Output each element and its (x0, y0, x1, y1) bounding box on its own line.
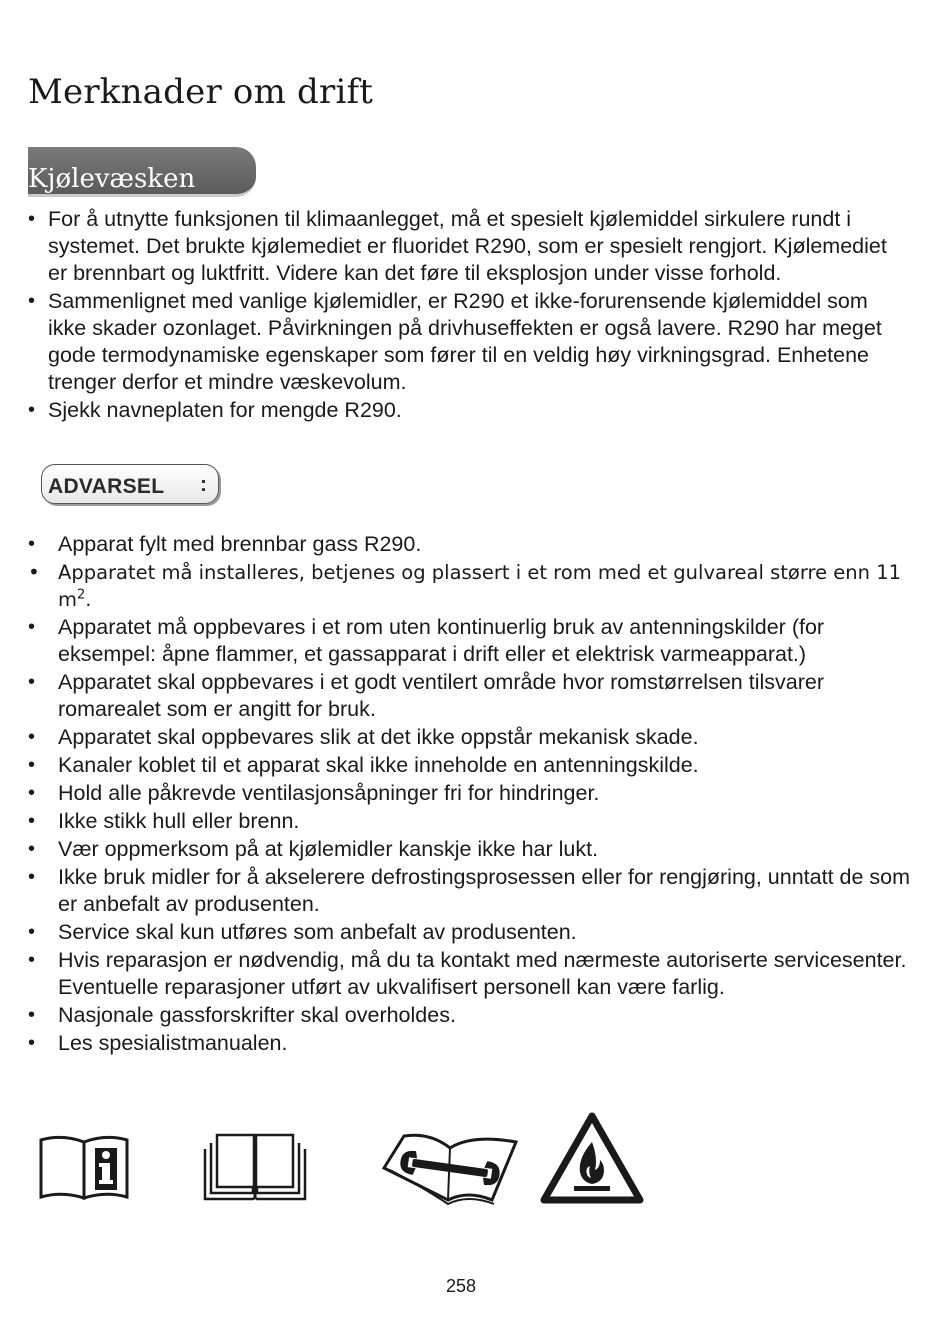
list-item: • Les spesialistmanualen. (28, 1030, 918, 1057)
page-title: Merknader om drift (28, 72, 374, 112)
list-item-text: Apparatet må installeres, betjenes og plassert i et rom med et gulvareal større enn 11 m (58, 561, 902, 611)
warning-label-box (41, 464, 219, 504)
list-item: • Apparat fylt med brennbar gass R290. (28, 531, 918, 558)
warning-label: ADVARSEL (48, 475, 165, 498)
list-item: • Sjekk navneplaten for mengde R290. (28, 397, 908, 424)
service-manual-icon (380, 1130, 520, 1205)
list-item-suffix: . (85, 588, 92, 611)
list-item (28, 559, 918, 613)
superscript: 2 (77, 587, 86, 603)
list-item: • Apparatet skal oppbevares slik at det ikke oppstår mekanisk skade. (28, 724, 918, 751)
flammable-warning-icon (540, 1112, 644, 1204)
warning-bullet-list (28, 531, 918, 1058)
list-item: • For å utnytte funksjonen til klimaanlegget, må et spesielt kjølemiddel sirkulere rundt i systemet. Det brukte kjølemediet er fluoridet R290, som er spesielt rengjort. Kjølemediet er brennbart og luktfritt. Videre kan det føre til eksplosjon under visse forhold. (28, 206, 908, 287)
warning-colon: : (200, 473, 207, 496)
list-item: • Ikke bruk midler for å akselerere defrostingsprosessen eller for rengjøring, unntatt de som er anbefalt av produsenten. (28, 864, 918, 918)
list-item: • Apparatet må oppbevares i et rom uten kontinuerlig bruk av antenningskilder (for eksempel: åpne flammer, et gassapparat i drift eller et elektrisk varmeapparat.) (28, 614, 918, 668)
operator-manual-icon (203, 1131, 307, 1203)
list-item: • Ikke stikk hull eller brenn. (28, 808, 918, 835)
section-banner (28, 147, 256, 197)
list-item: • Hold alle påkrevde ventilasjonsåpninger fri for hindringer. (28, 780, 918, 807)
list-item: • Kanaler koblet til et apparat skal ikke inneholde en antenningskilde. (28, 752, 918, 779)
refrigerant-bullet-list (28, 206, 908, 425)
list-item: • Apparatet skal oppbevares i et godt ventilert område hvor romstørrelsen tilsvarer romarealet som er angitt for bruk. (28, 669, 918, 723)
section-title: Kjølevæsken (28, 164, 196, 194)
page-number: 258 (445, 1276, 477, 1296)
list-item: • Sammenlignet med vanlige kjølemidler, er R290 et ikke-forurensende kjølemiddel som ikke skader ozonlaget. Påvirkningen på drivhuseffekten er også lavere. R290 har meget gode termodynamiske egenskaper som fører til en veldig høy virkningsgrad. Enhetene trenger derfor et mindre væskevolum. (28, 288, 908, 396)
list-item: • Hvis reparasjon er nødvendig, må du ta kontakt med nærmeste autoriserte servicesenter. Eventuelle reparasjoner utført av ukvalifisert personell kan være farlig. (28, 947, 918, 1001)
list-item: • Nasjonale gassforskrifter skal overholdes. (28, 1002, 918, 1029)
list-item: • Vær oppmerksom på at kjølemidler kanskje ikke har lukt. (28, 836, 918, 863)
manual-info-icon (38, 1134, 130, 1202)
list-item: • Service skal kun utføres som anbefalt av produsenten. (28, 919, 918, 946)
